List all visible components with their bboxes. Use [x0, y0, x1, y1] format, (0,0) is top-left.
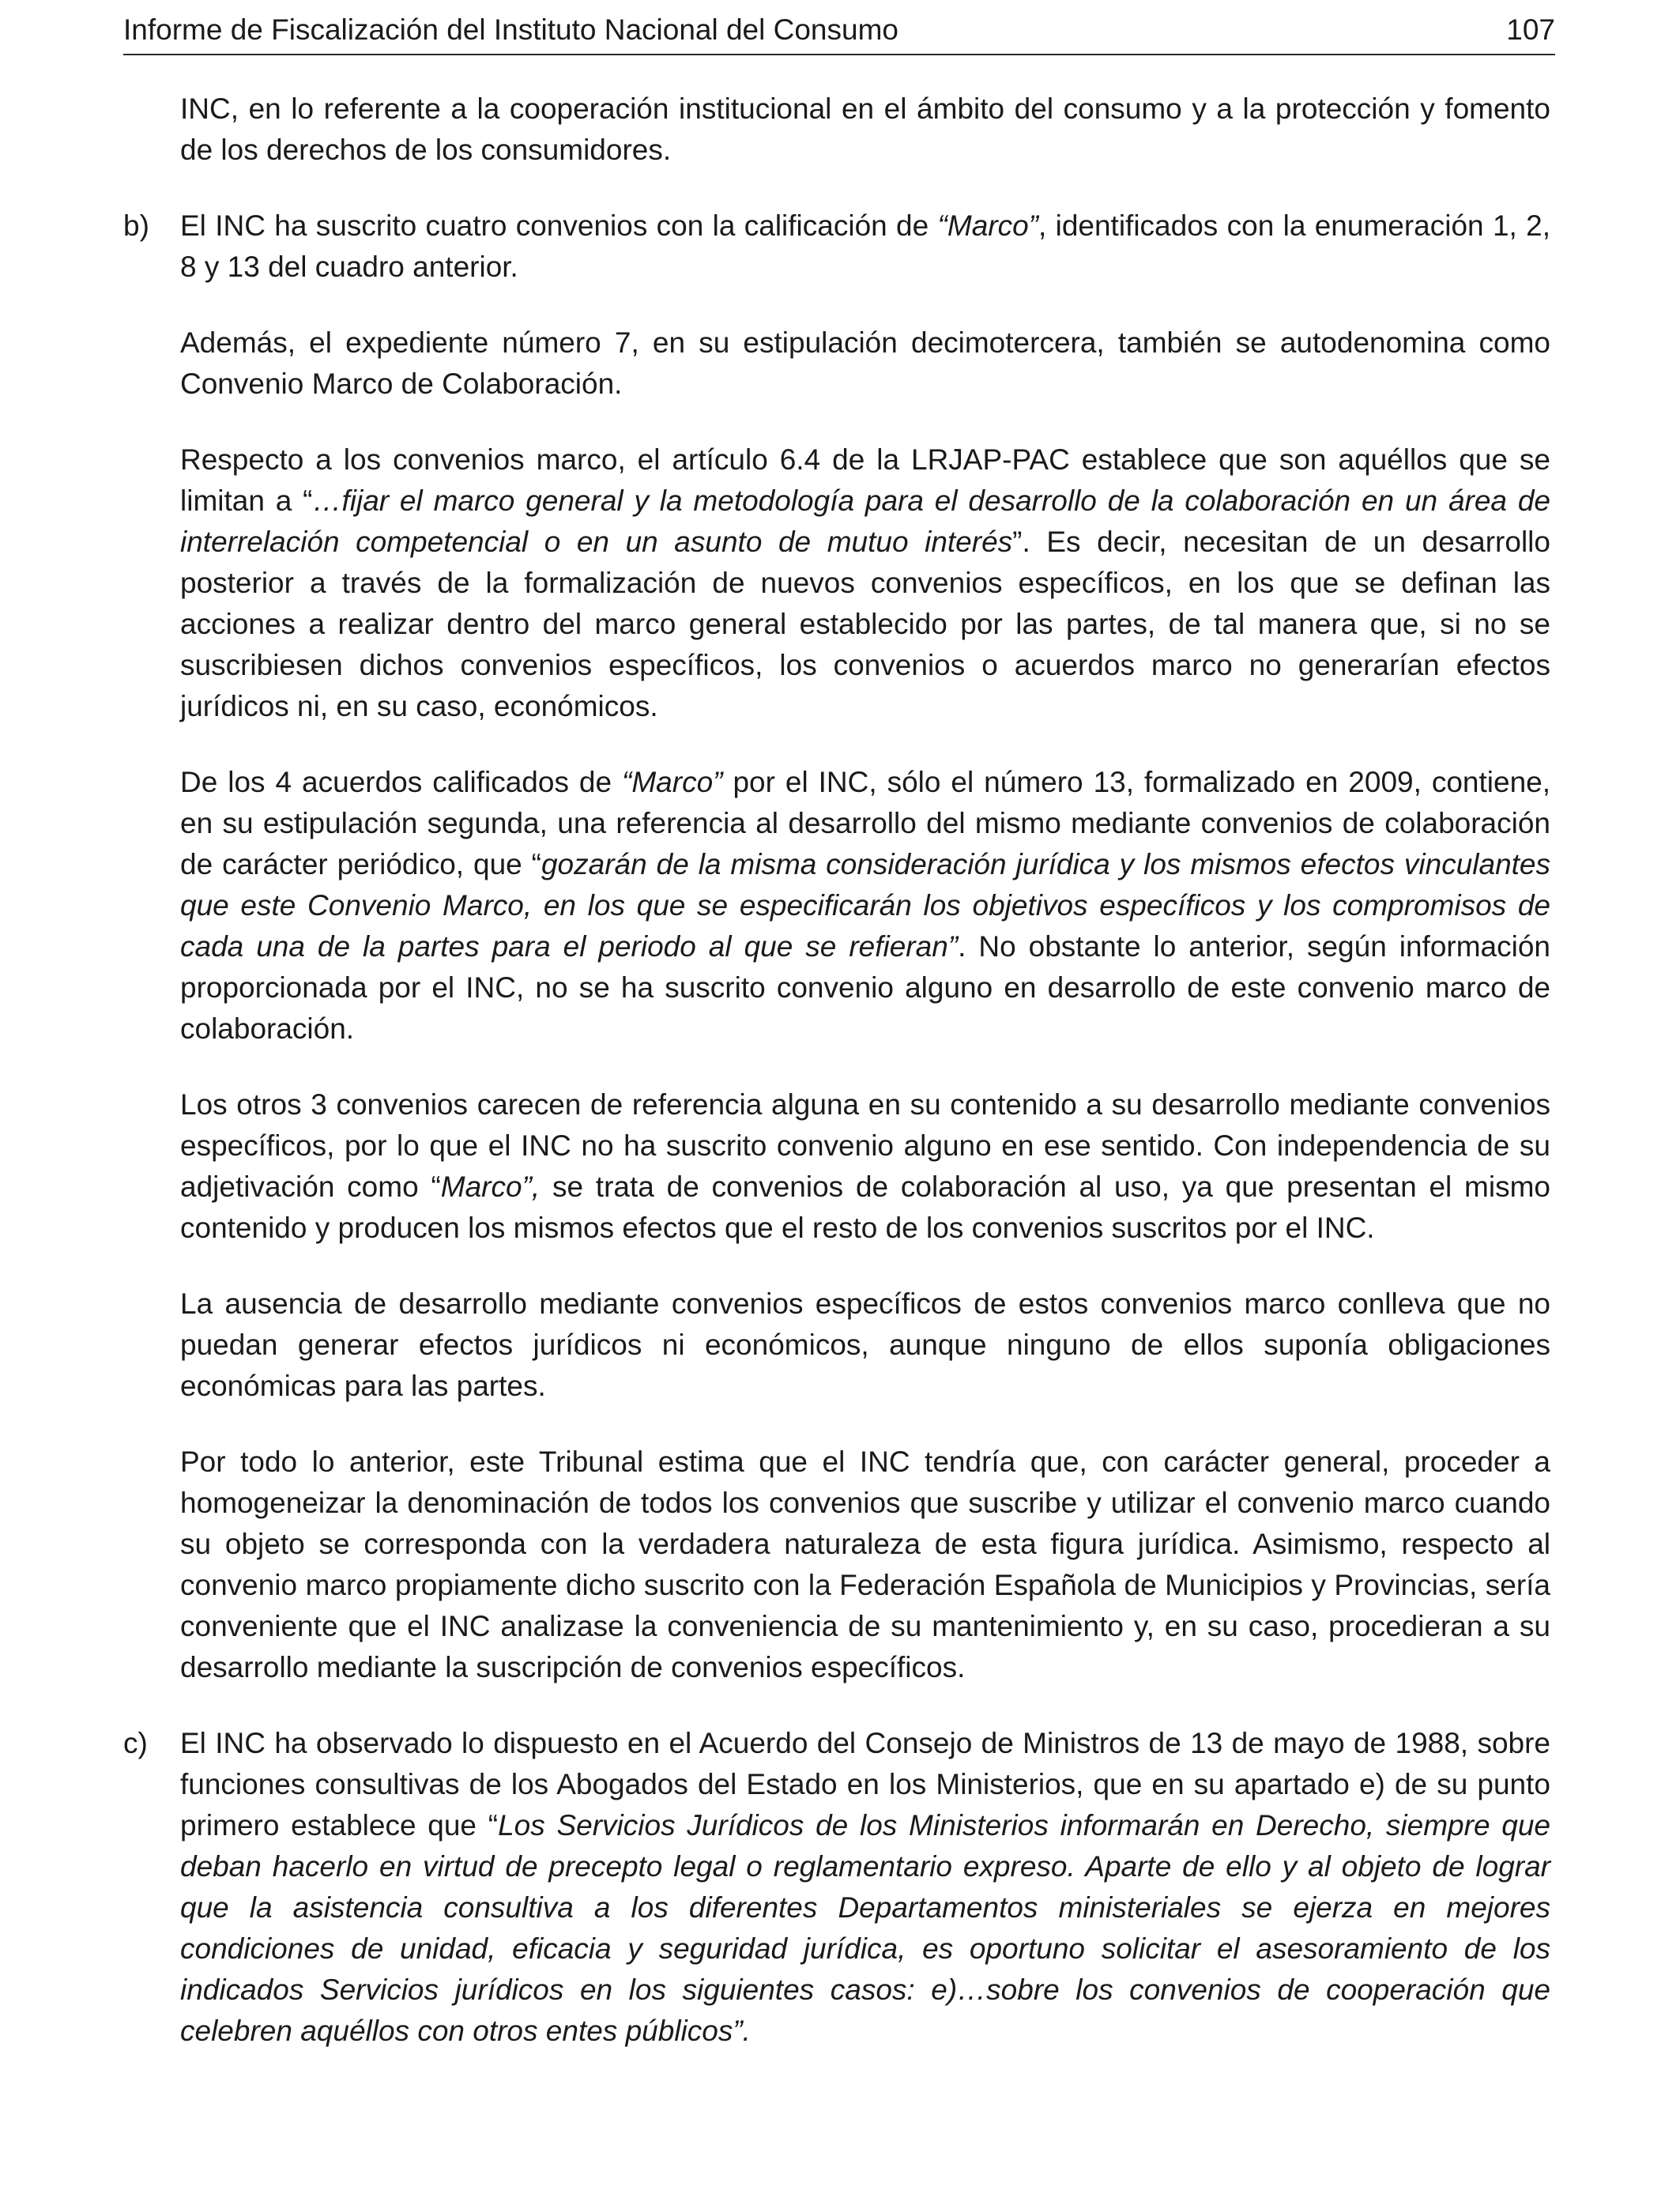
page-header [123, 8, 1555, 55]
report-title: Informe de Fiscalización del Instituto Nacional del Consumo [123, 13, 898, 46]
quoted-text: Marco”, [440, 1171, 541, 1203]
paragraph-text: se trata de convenios de colaboración al uso, ya que presentan el mismo contenido y producen los mismos efectos que el resto de los convenios suscritos por el INC. [180, 1171, 1550, 1244]
paragraph-text: . No obstante lo anterior, según información proporcionada por el INC, no se ha suscrito convenio alguno en desarrollo de este convenio marco de colaboración. [180, 930, 1550, 1045]
list-marker: b) [123, 209, 149, 242]
list-marker: c) [123, 1727, 148, 1759]
page-number: 107 [1506, 13, 1555, 46]
paragraph-text: De los 4 acuerdos calificados de [180, 766, 623, 798]
paragraph-text: Los otros 3 convenios carecen de referencia alguna en su contenido a su desarrollo mediante convenios específicos, por lo que el INC no ha suscrito convenio alguno en ese sentido. Con independencia de su adjetivación como “ [180, 1088, 1550, 1203]
paragraph [123, 1284, 1550, 1407]
paragraph-text: Por todo lo anterior, este Tribunal estima que el INC tendría que, con carácter general, proceder a homogeneizar la denominación de todos los convenios que suscribe y utilizar el convenio marco cuando su objeto se corresponda con la verdadera naturaleza de esta figura jurídica. Asimismo, respecto al convenio marco propiamente dicho suscrito con la Federación Española de Municipios y Provincias, sería conveniente que el INC analizase la conveniencia de su mantenimiento y, en su caso, procedieran a su desarrollo mediante la suscripción de convenios específicos. [180, 1446, 1550, 1683]
paragraph [123, 439, 1550, 727]
paragraph-text: ”. Es decir, necesitan de un desarrollo posterior a través de la formalización de nuevos convenios específicos, en los que se definan las acciones a realizar dentro del marco general establecido por las partes, de tal manera que, si no se suscribiesen dichos convenios específicos, los convenios o acuerdos marco no generarían efectos jurídicos ni, en su caso, económicos. [180, 526, 1550, 722]
paragraph [123, 322, 1550, 405]
paragraph [123, 1084, 1550, 1249]
paragraph [123, 89, 1550, 171]
quoted-text: …fijar el marco general y la metodología para el desarrollo de la colaboración en un área de interrelación competencial o en un asunto de mutuo interés [180, 484, 1550, 558]
quoted-text: gozarán de la misma consideración jurídica y los mismos efectos vinculantes que este Convenio Marco, en los que se especificarán los objetivos específicos y los compromisos de cada una de la partes para el periodo al que se refieran” [180, 848, 1550, 963]
paragraph [123, 1442, 1550, 1688]
paragraph-text: , identificados con la enumeración 1, 2, 8 y 13 del cuadro anterior. [180, 209, 1550, 283]
quoted-text: Los Servicios Jurídicos de los Ministerios informarán en Derecho, siempre que deban hacerlo en virtud de precepto legal o reglamentario expreso. Aparte de ello y al objeto de lograr que la asistencia consultiva a los diferentes Departamentos ministeriales se ejerza en mejores condiciones de unidad, eficacia y seguridad jurídica, es oportuno solicitar el asesoramiento de los indicados Servicios jurídicos en los siguientes casos: e)…sobre los convenios de cooperación que celebren aquéllos con otros entes públicos”. [180, 1809, 1550, 2047]
paragraph-text: INC, en lo referente a la cooperación institucional en el ámbito del consumo y a la protección y fomento de los derechos de los consumidores. [180, 92, 1550, 166]
paragraph-text: por el INC, sólo el número 13, formalizado en 2009, contiene, en su estipulación segunda, una referencia al desarrollo del mismo mediante convenios de colaboración de carácter periódico, que “ [180, 766, 1551, 880]
paragraph-text: Respecto a los convenios marco, el artículo 6.4 de la LRJAP-PAC establece que son aquéllos que se limitan a “ [180, 443, 1550, 517]
paragraph-text: El INC ha observado lo dispuesto en el Acuerdo del Consejo de Ministros de 13 de mayo de 1988, sobre funciones consultivas de los Abogados del Estado en los Ministerios, que en su apartado e) de su punto primero establece que “ [180, 1727, 1550, 1842]
document-body [123, 89, 1550, 2087]
paragraph-text: La ausencia de desarrollo mediante convenios específicos de estos convenios marco conlleva que no puedan generar efectos jurídicos ni económicos, aunque ninguno de ellos suponía obligaciones económicas para las partes. [180, 1287, 1550, 1402]
paragraph [123, 205, 1550, 288]
quoted-text: “Marco” [937, 209, 1038, 242]
quoted-text: “Marco” [622, 766, 723, 798]
paragraph [123, 1723, 1550, 2052]
paragraph-text: Además, el expediente número 7, en su estipulación decimotercera, también se autodenomina como Convenio Marco de Colaboración. [180, 326, 1550, 400]
paragraph-text: El INC ha suscrito cuatro convenios con la calificación de [180, 209, 938, 242]
paragraph [123, 762, 1550, 1050]
